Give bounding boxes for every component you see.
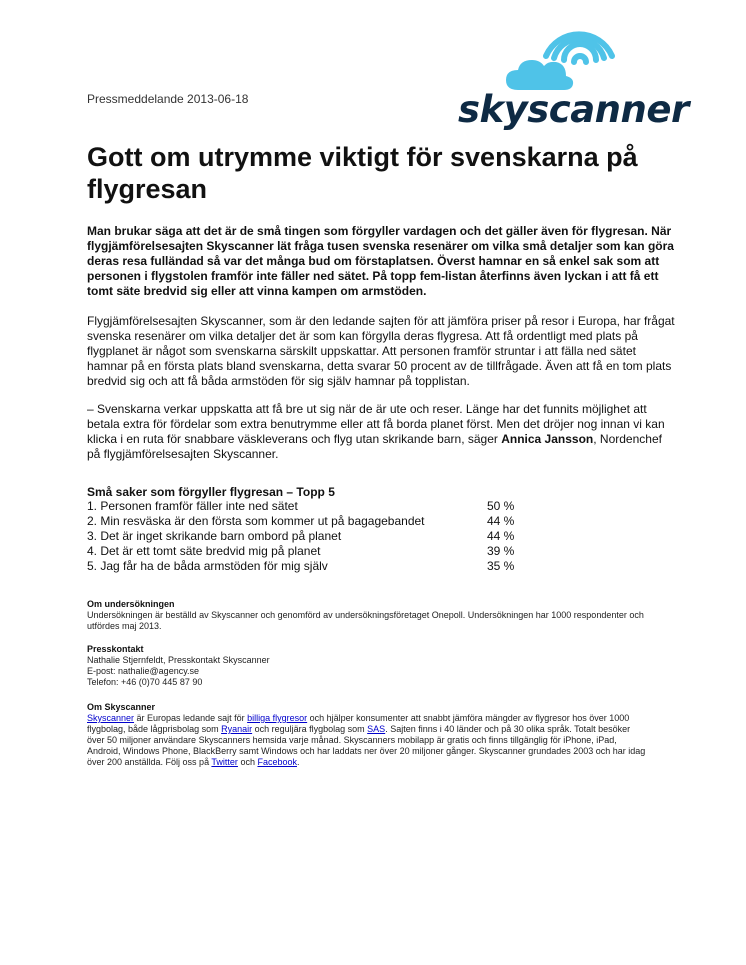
about-text-part: och hjälper konsumenter att snabbt jämföra mängder av flygresor hos över 1000 flygbolag, både lågprisbolag som — [87, 713, 630, 734]
survey-heading: Om undersökningen — [87, 599, 175, 609]
top5-item-label: 3. Det är inget skrikande barn ombord på planet — [87, 529, 342, 543]
top5-item-percent: 44 % — [487, 514, 515, 528]
survey-text: Undersökningen är beställd av Skyscanner och genomförd av undersökningsföretaget Onepoll. Undersökningen har 1000 respondenter och utfördes maj 2013. — [87, 610, 644, 631]
quote-attribution: , Nordenchef på flygjämförelsesajten Skyscanner. — [87, 432, 662, 461]
facebook-link[interactable]: Facebook — [257, 757, 297, 767]
about-heading: Om Skyscanner — [87, 702, 156, 712]
top5-item-percent: 39 % — [487, 544, 515, 558]
skyscanner-link[interactable]: Skyscanner — [87, 713, 135, 723]
about-text-part: och reguljära flygbolag som — [252, 724, 368, 734]
twitter-link[interactable]: Twitter — [211, 757, 238, 767]
top5-item-percent: 35 % — [487, 559, 515, 573]
top5-item-percent: 44 % — [487, 529, 515, 543]
lead-paragraph: Man brukar säga att det är de små tingen som förgyller vardagen och det gäller även för flygresan. När flygjämförelsesajten Skyscanner lät fråga tusen svenska resenärer om vilka små detaljer som kan göra deras resa fulländad så var det många bud om förstaplatsen. Överst hamnar en så enkel sak som att personen i flygstolen framför inte fäller ned sätet. På topp fem-listan återfinns även lyckan i att få ett tomt säte bredvid sig eller att vinna kampen om armstöden. — [87, 224, 674, 298]
list-item — [87, 514, 527, 529]
email-label: E-post: — [87, 666, 119, 676]
list-item — [87, 529, 527, 544]
page-title: Gott om utrymme viktigt för svenskarna på flygresan — [87, 142, 638, 204]
logo-wordmark: skyscanner — [458, 88, 689, 131]
about-text-part: . — [296, 757, 300, 767]
quoted-person-name: Annica Jansson — [501, 432, 594, 446]
press-release-date: Pressmeddelande 2013-06-18 — [87, 92, 249, 106]
top5-title: Små saker som förgyller flygresan – Topp 5 — [87, 485, 335, 499]
top5-list — [87, 499, 527, 574]
list-item — [87, 499, 527, 514]
about-text-part: . Sajten finns i 40 länder och på 30 olika språk. Totalt besöker över 50 miljoner användare Skyscanners hemsida varje månad. Skyscanners mobilapp är gratis och finns tillgänglig för iPhone, iPad, Android, Windows Phone, BlackBerry samt Windows och har laddats ner över 20 miljoner gånger. Skyscanner grundades 2003 och har idag över 200 anställda. Följ oss på — [87, 724, 646, 767]
ryanair-link[interactable]: Ryanair — [221, 724, 253, 734]
body-paragraph-2 — [87, 402, 677, 462]
skyscanner-logo — [456, 28, 689, 138]
list-item — [87, 544, 527, 559]
cheap-flights-link[interactable]: billiga flygresor — [247, 713, 308, 723]
contact-heading: Presskontakt — [87, 644, 144, 654]
quote-text: – Svenskarna verkar uppskatta att få bre ut sig när de är ute och reser. Länge har det funnits möjlighet att betala extra för fördelar som extra benutrymme eller att få borda planet först. Men det dröjer nog innan vi kan klicka i en ruta för snabbare väskleverans och flyg utan skrikande barn, säger — [87, 402, 665, 446]
body-paragraph-1: Flygjämförelsesajten Skyscanner, som är den ledande sajten för att jämföra priser på resor i Europa, har frågat svenska resenärer om vilka detaljer det är som kan förgylla deras flygresa. Att få ordentligt med plats på flygplanet är något som svenskarna särskilt uppskattar. Att personen framför struntar i att fälla ned sätet hamnar på en första plats bland svenskarna, detta svarar 50 procent av de tillfrågade. Även att få en tom plats bredvid sig och att få båda armstöden för sig själv hamnar på topplistan. — [87, 314, 675, 388]
top5-item-label: 4. Det är ett tomt säte bredvid mig på planet — [87, 544, 321, 558]
about-text — [87, 713, 647, 768]
contact-details — [87, 655, 647, 688]
top5-item-label: 5. Jag får ha de båda armstöden för mig själv — [87, 559, 328, 573]
contact-email: nathalie@agency.se — [118, 666, 200, 676]
contact-phone: Telefon: +46 (0)70 445 87 90 — [87, 677, 203, 687]
top5-item-label: 2. Min resväska är den första som kommer ut på bagagebandet — [87, 514, 425, 528]
contact-name: Nathalie Stjernfeldt, Presskontakt Skyscanner — [87, 655, 270, 665]
about-text-part: och — [237, 757, 258, 767]
list-item — [87, 559, 527, 574]
top5-item-label: 1. Personen framför fäller inte ned sätet — [87, 499, 298, 513]
top5-item-percent: 50 % — [487, 499, 515, 513]
about-text-part: är Europas ledande sajt för — [134, 713, 248, 723]
sas-link[interactable]: SAS — [367, 724, 386, 734]
